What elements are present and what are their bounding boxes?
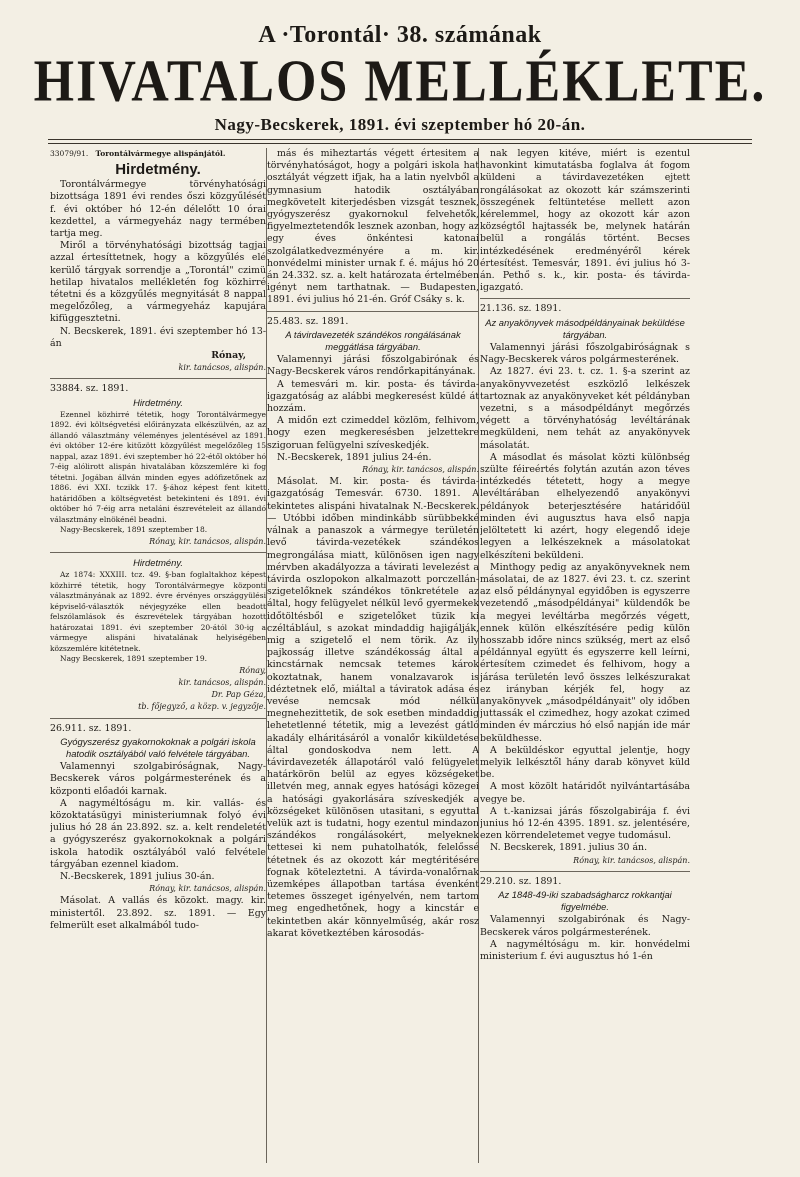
article-body: Az 1874: XXXIII. tcz. 49. §-ban foglaltakhoz képest közhirré tétetik, hogy Torontálvármegye központi választmányának az 1892. évre érvényes országgyülési képviselő-választók névjegyzéke ellen beadott felszólamlások és észrevételek tárgyában hozott határozatai 1891. évi szeptember 20-ától 30-ig a vármegye alispáni hivatalának helyiségében közszemlére kitétetnek. bbox=[50, 570, 266, 653]
column-3 bbox=[480, 148, 690, 1168]
article-body: Valamennyi járási főszolgabirónak és Nagy-Becskerek város rendőrkapitányának. bbox=[267, 354, 479, 378]
article-separator bbox=[50, 552, 266, 553]
article-body: Valamennyi szolgabiróságnak, Nagy-Becskerek város polgármesterének és a központi előadói karnak. bbox=[50, 761, 266, 797]
article-body: A temesvári m. kir. posta- és távirda-igazgatóság az alábbi megkeresést küldé át hozzám. bbox=[267, 378, 479, 415]
article-number: 26.911. sz. 1891. bbox=[50, 722, 132, 734]
article-separator bbox=[480, 298, 690, 299]
article-body: A beküldéskor egyuttal jelentje, hogy melyik lelkésztől hány darab könyvet küld be. bbox=[480, 744, 690, 781]
article-date: Nagy Becskerek, 1891 szeptember 19. bbox=[60, 654, 207, 664]
article-title: Hirdetmény. bbox=[133, 396, 183, 408]
article-source: Torontálvármegye alispánjától. bbox=[95, 149, 226, 158]
article-body: Torontálvármegye törvényhatósági bizottsága 1891 évi rendes őszi közgyűlését f. évi október hó 12-én délelőtt 10 órai kezdettel, a vármegyeház nagy termében tartja meg. bbox=[50, 179, 266, 240]
article-title: Hirdetmény. bbox=[115, 161, 201, 179]
article-signature: Rónay, kir. tanácsos, alispán. bbox=[149, 884, 266, 894]
article-number: 21.136. sz. 1891. bbox=[480, 303, 562, 315]
article-number: 29.210. sz. 1891. bbox=[480, 875, 562, 887]
article-signature: Rónay, kir. tanácsos, alispán. bbox=[362, 465, 479, 475]
article-body: más és miheztartás végett értesitem a törvényhatóságot, hogy a polgári iskola hat osztályát végzett ifjak, ha a latin nyelvből a gymnasium hatodik osztályában megkövetelt kiterjedésben vizsgát tesznek, gyógyszerész gyakornokul felvehetők, figyelmeztetendők lesznek azonban, hogy az egy éves önkéntesi katonai szolgálatkedvezményére a m. kir. honvédelmi minister urnak f. é. május hó 20 án 24.332. sz. a. kelt határozata értelmében igényt nem tarthatnak. — Budapesten, 1891. évi julius hó 21-én. Gróf Csáky s. k. bbox=[267, 148, 479, 306]
article-body: A nagyméltóságu m. kir. vallás- és közoktatásügyi ministeriumnak folyó évi julius hó 28 án 23.892. sz. a. kelt rendeletét a gyógyszerész gyakornokoknak a polgári iskola hatodik osztályából való felvétele tárgyában ezennel kiadom. bbox=[50, 797, 266, 870]
article-date: N. Becskerek, 1891. julius 30 án. bbox=[490, 842, 648, 854]
article-body: Valamennyi járási főszolgabiróságnak s Nagy-Becskerek város polgármesterének. bbox=[480, 342, 690, 366]
article-date: N.-Becskerek, 1891 julius 24-én. bbox=[277, 451, 432, 463]
column-2 bbox=[267, 148, 479, 1168]
article-date: N.-Becskerek, 1891 julius 30-án. bbox=[60, 871, 215, 883]
article-body: Miről a törvényhatósági bizottság tagjai azzal értesíttetnek, hogy a közgyűlés elé kerülő tárgyak sorrendje a „Torontál" czimü hetilap hivatalos mellékletén fog közhirré tétetni és a közgyűlés megnyitását 8 nappal megelőzőleg, a vármegyeház kapujára kifüggesztetni. bbox=[50, 240, 266, 325]
article-signature: Rónay, kir. tanácsos, alispán. bbox=[573, 855, 690, 865]
article-body: Másolat. A vallás és közokt. magy. kir. ministertől. 23.892. sz. 1891. — Egy felmerült eset alkalmából tudo- bbox=[50, 895, 266, 931]
signer-name: Rónay, bbox=[239, 665, 266, 675]
article-body: Valamennyi szolgabirónak és Nagy-Becskerek város polgármesterének. bbox=[480, 914, 690, 938]
article-title: Az anyakönyvek másodpéldányainak beküldése tárgyában. bbox=[485, 316, 685, 340]
article-number: 25.483. sz. 1891. bbox=[267, 315, 349, 327]
article-title: Hirdetmény. bbox=[133, 557, 183, 569]
article-separator bbox=[50, 718, 266, 719]
article-header bbox=[50, 148, 266, 160]
column-1 bbox=[50, 148, 266, 1168]
article-date: N. Becskerek, 1891. évi szeptember hó 13-án bbox=[50, 325, 266, 349]
article-separator bbox=[267, 311, 479, 312]
article-title: Gyógyszerész gyakornokoknak a polgári iskola hatodik osztályából való felvétele tárgyában. bbox=[60, 735, 256, 759]
article-body: nak legyen kitéve, miért is ezentul havonkint kimutatásba foglalva át fogom küldeni a távirdavezetéken ejtett rongálásokat az okozott kár számszerinti összegének feltüntetése mellett azon kérelemmel, hogy az okozott kár azon községtől hajtassék be, melynek határán belül a rongálás történt. Becses intézkedésének eredményéről kérek értesítést. Temesvár, 1891. évi julius hó 3-án. Pethő s. k., kir. posta- és távirda-igazgató. bbox=[480, 148, 690, 294]
signer-role: kir. tanácsos, alispán. bbox=[178, 363, 266, 373]
article-body: A most közölt határidőt nyilvántartásába vegye be. bbox=[480, 781, 690, 805]
article-body: Minthogy pedig az anyakönyveknek nem másolatai, de az 1827. évi 23. t. cz. szerint az első példánynyal egyidőben is egyszerre vezetendő „másodpéldányai" küldendők be a megyei levéltárba megőrzés végett, ennek külön elkészítésére pedig külön hosszabb időre nincs szükség, mert az első példánnyal együtt és egyszerre kell leírni, értesítem czimedet és felhivom, hogy a járása területén levő összes lelkészurakat ez irányban kérjék fel, hogy az anyakönyvek „másodpéldányait" oly időben juttassák el czimedhez, hogy azokat czimed minden év márczius hó első napján ide már beküldhesse. bbox=[480, 561, 690, 744]
signer-name: Rónay, bbox=[211, 350, 246, 362]
article-title: A távirdavezeték szándékos rongálásának meggátlása tárgyában. bbox=[285, 328, 461, 353]
article-body: Az 1827. évi 23. t. cz. 1. §-a szerint az anyakönyvvezetést eszközlő lelkészek tartoznak az anyakönyveket két példányban vezetni, s a másodpéldányt megőrzés végett a törvényhatóság levéltárának megküldeni, nem tehát az anyakönyvek másolatát. bbox=[480, 366, 690, 451]
masthead-title: HIVATALOS MELLÉKLETE. bbox=[33, 48, 767, 115]
signer-role: kir. tanácsos, alispán. bbox=[178, 677, 266, 687]
article-body: A nagyméltóságu m. kir. honvédelmi ministerium f. évi augusztus hó 1-én bbox=[480, 938, 690, 962]
article-number: 33079/91. bbox=[50, 149, 89, 158]
header-rule bbox=[48, 143, 752, 144]
article-date: Nagy-Becskerek, 1891 szeptember 18. bbox=[60, 525, 208, 535]
article-body: A másodlat és másolat közti különbség szülte féireértés folytán azután azon téves intézkedés tétetett, hogy a megye levéltárában elhelyezendő anyakönyvi példányok beterjesztésére határidőül minden évi augusztus hava első napja jelöltetett ki azért, hogy elegendő ideje legyen a lelkészeknek a másolatokat elkészíteni beküldeni. bbox=[480, 451, 690, 561]
article-separator bbox=[50, 378, 266, 379]
signer-name: Dr. Pap Géza, bbox=[211, 690, 266, 700]
article-separator bbox=[480, 871, 690, 872]
article-title: Az 1848-49-iki szabadságharcz rokkantjai figyelmébe. bbox=[498, 888, 672, 913]
article-number: 33884. sz. 1891. bbox=[50, 383, 129, 395]
article-body: Másolat. M. kir. posta- és távirda-igazgatóság Temesvár. 6730. 1891. A tekintetes alispáni hivatalnak N.-Becskerek. — Utóbbi időben mindinkább sürübbekké válnak a panaszok a vármegye területén levő távirda-vezetékek szándékos megrongálása miatt, különösen igen nagy mérvben akadályozza a távirati levelezést a távirda oszlopokon alkalmazott porczellán-szigetelőknek szándékos tönkretétele az által, hogy felügyelet nélkül levő gyermekek időtöltésből e szigetelőket tüzik ki czéltáblául, s azokat mindaddig hajigálják, mig a szigetelő el nem törik. Az ily pajkosság illetve szándékosság által a kincstárnak nemcsak tetemes károk okoztatnak, hanem vonalzavarok is idéztetnek elő, miáltal a táviratok adása és vevése nemcsak mód nélkül megnehezittetik, de sok esetben mindaddig lehetetlenné tétetik, mig a levezést gátló akadály elháritásáról a vonalőr kiküldetése által gondoskodva nem lett. A távirdavezeték állapotáról való felügyelet határkörön belül az egyes községeket illetvén meg, annak egyes hatósági közegei a hatósági gyakorlására szíveskedjék a községeket különösen utasitani, s egyuttal velük azt is tudatni, hogy ezentul mindazon szándékos rongálásokért, melyeknek tettesei ki nem puhatolhatók, felelőssé tétetnek és az okozott kár megtéritésére fognak köteleztetni. A távirda-vonalőrnak üzemképes állapotban tartása évenként tetemes összeget igényelvén, nem tartom meg engedhetőnek, hogy a kincstár e tekintetben akár könnyelműség, akár rosz akarat következtében károsodás- bbox=[267, 476, 479, 939]
masthead-supertitle: A ·Torontál· 38. számának bbox=[258, 22, 542, 48]
article-body: A t.-kanizsai járás főszolgabirája f. évi junius hó 12-én 4395. 1891. sz. jelentésére, ezen körrendeletemet vegye tudomásul. bbox=[480, 805, 690, 842]
signer-role: tb. főjegyző, a közp. v. jegyzője. bbox=[138, 702, 266, 712]
article-body: Ezennel közhirré tétetik, hogy Torontálvármegye 1892. évi költségvetési előirányzata elkészülvén, az az állandó választmány véleményes jelentésével az 1891. évi október 12-ére kitűzött közgyűlést megelőzőleg 15 nappal, azaz 1891. évi szeptember hó 22-étől október hó 7-éig alólirott alispán hivatalában közszemlére ki fog tétetni. Jogában állván minden egyes adófizetőnek az 1886. évi XXI. tczikk 17. §-ához képest fent kitett határidőben a költségvetést betekinteni és 1891. évi október hó 7-éig arra netaláni észrevételeit az állandó választmány elnökénél beadni. bbox=[50, 409, 266, 524]
article-body: A midőn ezt czimeddel közlöm, felhivom, hogy ezen megkeresésben jelzettekre szigoruan felügyelni szíveskedjék. bbox=[267, 415, 479, 451]
header-rule bbox=[48, 139, 752, 140]
masthead-dateline: Nagy-Becskerek, 1891. évi szeptember hó 20-án. bbox=[214, 115, 586, 134]
article-signature: Rónay, kir. tanácsos, alispán. bbox=[149, 536, 266, 546]
